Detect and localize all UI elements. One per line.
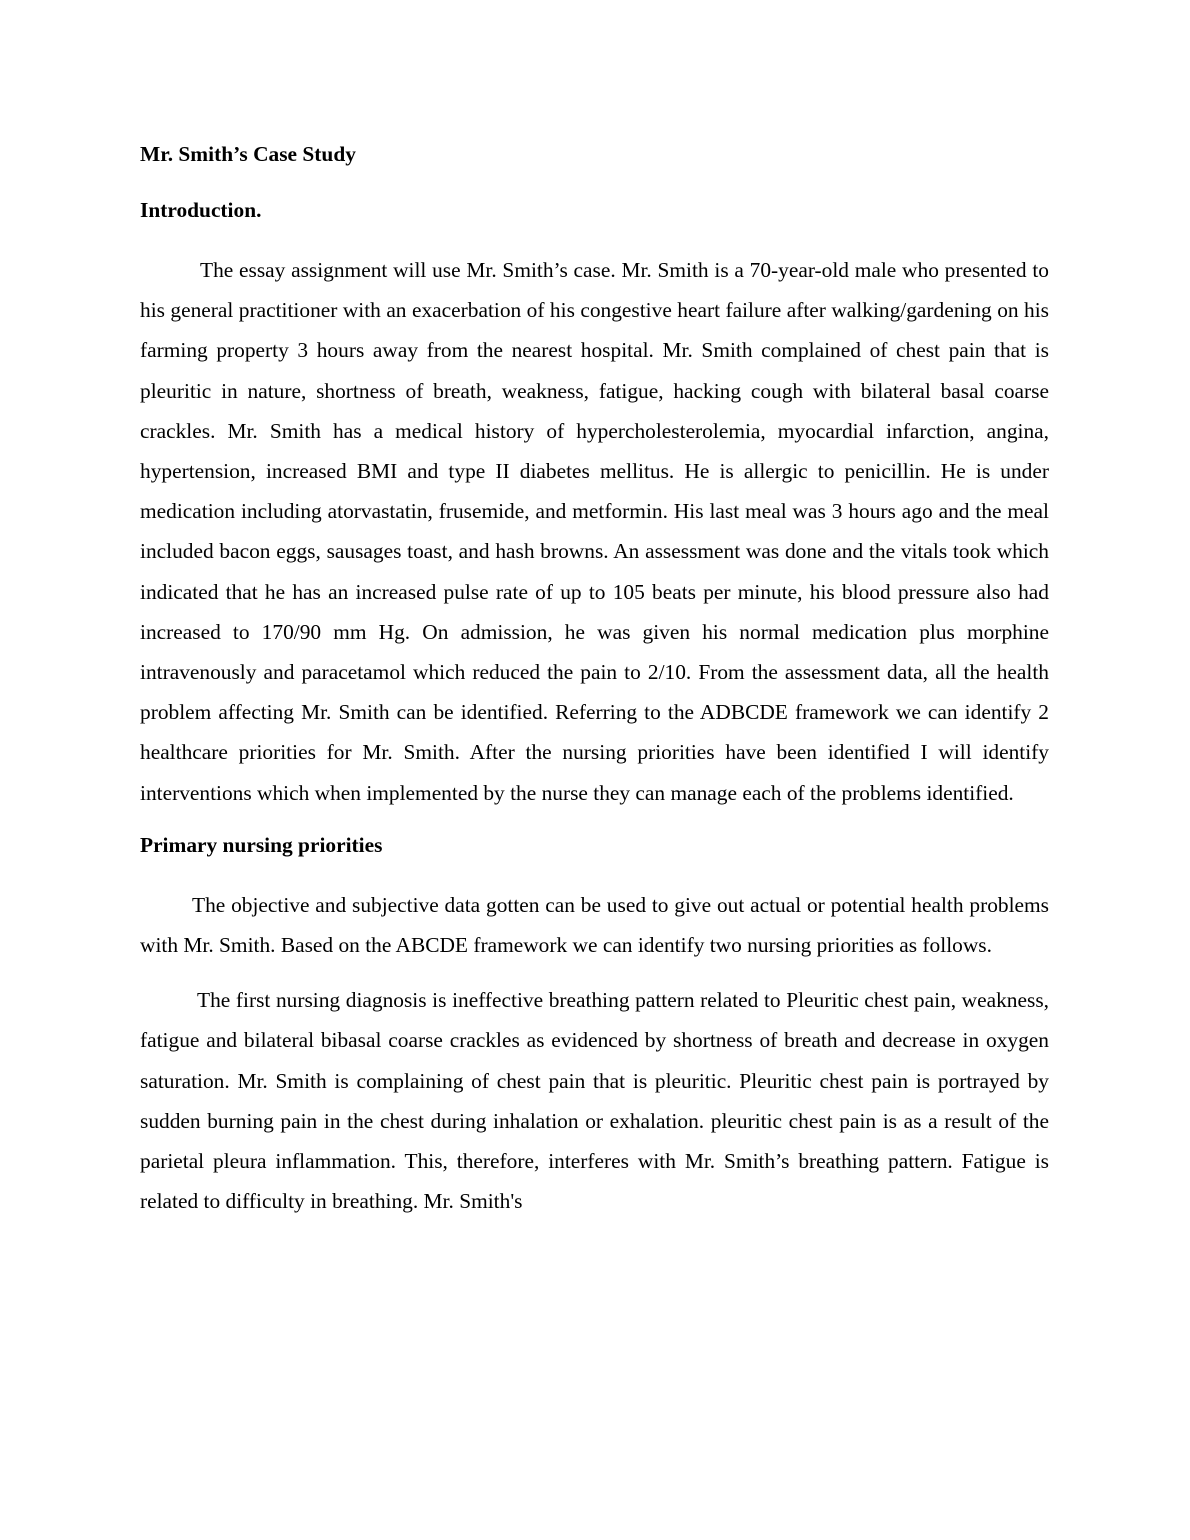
section-heading-introduction: Introduction. [140,198,262,222]
paragraph-introduction: The essay assignment will use Mr. Smith’s case. Mr. Smith is a 70-year-old male who presented to his general practitioner with an exacerbation of his congestive heart failure after walking/gardening on his farming property 3 hours away from the nearest hospital. Mr. Smith complained of chest pain that is pleuritic in nature, shortness of breath, weakness, fatigue, hacking cough with bilateral basal coarse crackles. Mr. Smith has a medical history of hypercholesterolemia, myocardial infarction, angina, hypertension, increased BMI and type II diabetes mellitus. He is allergic to penicillin. He is under medication including atorvastatin, frusemide, and metformin. His last meal was 3 hours ago and the meal included bacon eggs, sausages toast, and hash browns. An assessment was done and the vitals took which indicated that he has an increased pulse rate of up to 105 beats per minute, his blood pressure also had increased to 170/90 mm Hg. On admission, he was given his normal medication plus morphine intravenously and paracetamol which reduced the pain to 2/10. From the assessment data, all the health problem affecting Mr. Smith can be identified. Referring to the ADBCDE framework we can identify 2 healthcare priorities for Mr. Smith. After the nursing priorities have been identified I will identify interventions which when implemented by the nurse they can manage each of the problems identified. [140,258,1049,805]
paragraph-priorities-intro: The objective and subjective data gotten can be used to give out actual or potential health problems with Mr. Smith. Based on the ABCDE framework we can identify two nursing priorities as follows. [140,892,1049,958]
section-heading-primary-nursing-priorities: Primary nursing priorities [140,832,383,857]
document-title: Mr. Smith’s Case Study [140,142,356,166]
paragraph-first-diagnosis: The first nursing diagnosis is ineffective breathing pattern related to Pleuritic chest pain, weakness, fatigue and bilateral bibasal coarse crackles as evidenced by shortness of breath and decrease in oxygen saturation. Mr. Smith is complaining of chest pain that is pleuritic. Pleuritic chest pain is portrayed by sudden burning pain in the chest during inhalation or exhalation. pleuritic chest pain is as a result of the parietal pleura inflammation. This, therefore, interferes with Mr. Smith’s breathing pattern. Fatigue is related to difficulty in breathing. Mr. Smith's [140,988,1049,1214]
document-body [140,139,1049,1221]
